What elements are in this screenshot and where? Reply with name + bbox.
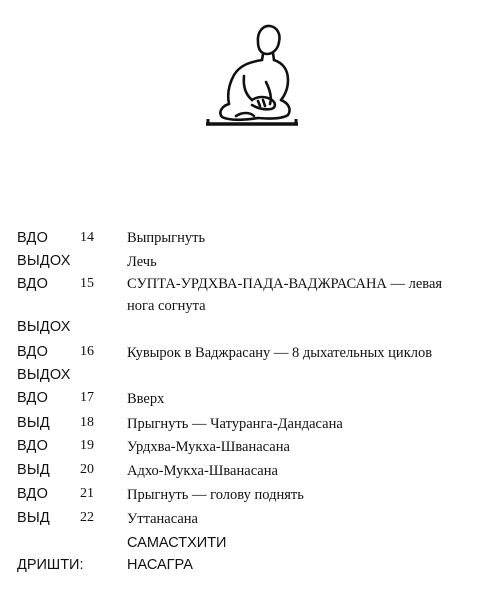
step-number: 14	[80, 230, 94, 245]
breath-label: ВЫДОХ	[17, 253, 71, 269]
breath-label: ВДО	[17, 276, 49, 292]
samasthiti-label: САМАСТХИТИ	[127, 535, 227, 551]
breath-label: ВЫДОХ	[17, 367, 71, 383]
step-action: Лечь	[127, 254, 157, 270]
step-number: 15	[80, 276, 94, 291]
breath-label: ВДО	[17, 230, 49, 246]
step-action: Вверх	[127, 391, 165, 407]
step-action: Кувырок в Ваджрасану — 8 дыхательных циклов	[127, 345, 433, 361]
step-action: СУПТА-УРДХВА-ПАДА-ВАДЖРАСАНА — левая нога согнута	[127, 276, 443, 314]
breath-label: ВДО	[17, 486, 49, 502]
step-action: Выпрыгнуть	[127, 230, 206, 246]
breath-label: ВЫД	[17, 462, 50, 478]
step-action: Урдхва-Мукха-Шванасана	[127, 439, 290, 455]
step-number: 16	[80, 344, 94, 359]
drishti-value: НАСАГРА	[127, 557, 193, 573]
breath-label: ВЫД	[17, 415, 50, 431]
step-number: 18	[80, 415, 94, 430]
breath-label: ВЫДОХ	[17, 319, 71, 335]
step-number: 21	[80, 486, 94, 501]
breath-label: ВДО	[17, 438, 49, 454]
step-action: Прыгнуть — голову поднять	[127, 487, 304, 503]
breath-label: ВДО	[17, 390, 49, 406]
step-action: Прыгнуть — Чатуранга-Дандасана	[127, 416, 343, 432]
breath-label: ВДО	[17, 344, 49, 360]
drishti-label: ДРИШТИ:	[17, 557, 84, 573]
step-number: 17	[80, 390, 94, 405]
step-number: 20	[80, 462, 94, 477]
step-action: Адхо-Мукха-Шванасана	[127, 463, 278, 479]
breath-label: ВЫД	[17, 510, 50, 526]
step-action: Уттанасана	[127, 511, 198, 527]
step-number: 19	[80, 438, 94, 453]
step-number: 22	[80, 510, 94, 525]
